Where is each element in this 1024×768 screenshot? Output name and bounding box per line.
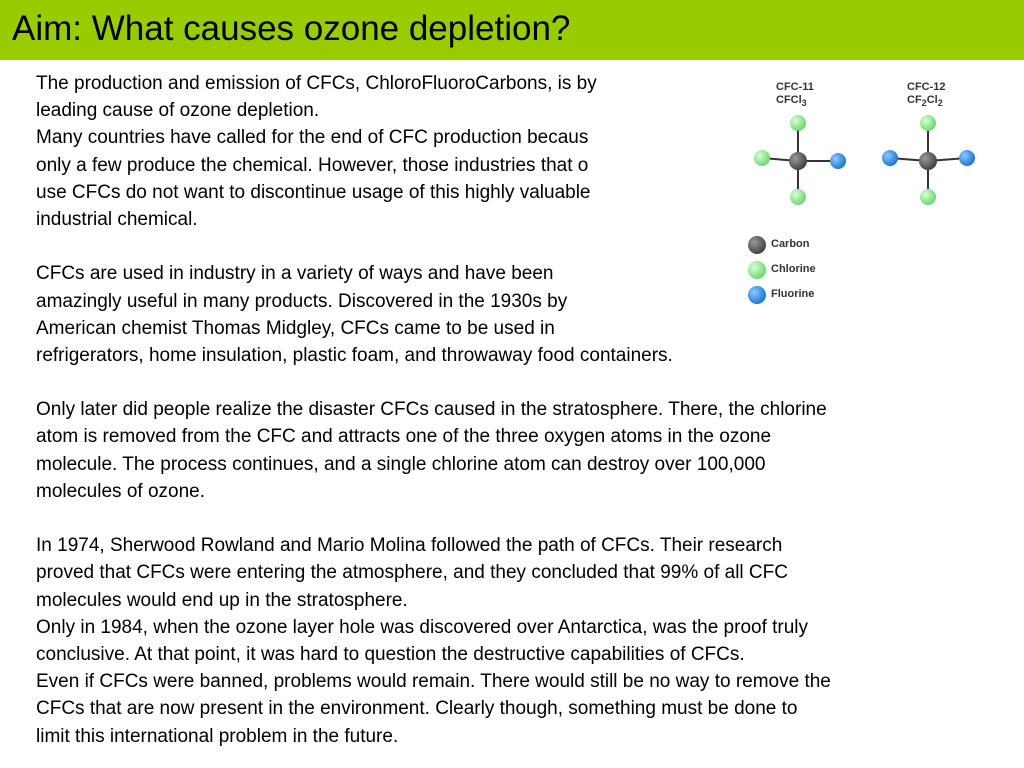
cfc11-formula-sub: 3: [801, 98, 807, 109]
chlorine-atom: [920, 189, 936, 205]
text-line: Even if CFCs were banned, problems would remain. There would still be no way to remove the: [36, 671, 831, 693]
legend-carbon-swatch: [748, 236, 766, 254]
text-line: limit this international problem in the future.: [36, 725, 399, 747]
paragraph-research: [36, 532, 1011, 750]
fluorine-atom: [830, 153, 846, 169]
text-line: In 1974, Sherwood Rowland and Mario Molina followed the path of CFCs. Their research: [36, 535, 783, 557]
text-line: industrial chemical.: [36, 208, 198, 230]
carbon-atom: [789, 152, 807, 170]
cfc11-formula-main: CFCl: [776, 94, 802, 106]
cfc12-molecule: [882, 115, 975, 205]
slide-title: Aim: What causes ozone depletion?: [12, 9, 571, 48]
carbon-atom: [919, 152, 937, 170]
text-line: Many countries have called for the end of CFC production becaus: [36, 127, 589, 149]
text-line: atom is removed from the CFC and attracts one of the three oxygen atoms in the ozone: [36, 426, 772, 448]
cfc12-name: CFC-12: [907, 81, 946, 93]
text-line: American chemist Thomas Midgley, CFCs came to be used in: [36, 317, 555, 339]
cfc11-label: [776, 81, 814, 110]
legend-chlorine-label: Chlorine: [771, 263, 816, 275]
text-line: The production and emission of CFCs, ChloroFluoroCarbons, is by: [36, 73, 597, 94]
text-line: amazingly useful in many products. Discovered in the 1930s by: [36, 290, 568, 312]
cfc12-formula-b: Cl: [926, 94, 938, 106]
paragraph-gap: [36, 505, 1011, 532]
text-line: Only later did people realize the disaster CFCs caused in the stratosphere. There, the chlorine: [36, 399, 827, 421]
paragraph-stratosphere: [36, 396, 1011, 505]
text-line: CFCs are used in industry in a variety of ways and have been: [36, 263, 554, 285]
cfc11-name: CFC-11: [776, 81, 814, 93]
cfc12-label: [907, 81, 946, 110]
text-line: only a few produce the chemical. However, those industries that o: [36, 154, 589, 176]
legend-chlorine-swatch: [748, 261, 766, 279]
text-line: proved that CFCs were entering the atmosphere, and they concluded that 99% of all CFC: [36, 562, 788, 584]
chlorine-atom: [754, 150, 770, 166]
cfc12-formula-a: CF: [907, 94, 922, 106]
chlorine-atom: [920, 115, 936, 131]
cfc12-formula-sub2: 2: [937, 98, 943, 109]
text-line: refrigerators, home insulation, plastic foam, and throwaway food containers.: [36, 344, 673, 366]
chlorine-atom: [790, 189, 806, 205]
cfc12-formula-sub1: 2: [921, 98, 927, 109]
cfc11-molecule: [754, 115, 846, 205]
text-line: molecules would end up in the stratosphere.: [36, 589, 408, 611]
cfc12-formula: [907, 94, 946, 110]
text-line: conclusive. At that point, it was hard to question the destructive capabilities of CFCs.: [36, 643, 745, 665]
text-line: CFCs that are now present in the environment. Clearly though, something must be done to: [36, 698, 798, 720]
cfc11-formula: [776, 94, 814, 110]
title-bar: [0, 0, 1024, 60]
fluorine-atom: [959, 150, 975, 166]
cfc-molecule-figure: [700, 70, 1010, 310]
legend-fluorine-label: Fluorine: [771, 288, 815, 300]
paragraph-gap: [36, 369, 1011, 396]
molecule-diagram: [700, 70, 1010, 310]
legend-carbon-label: Carbon: [771, 238, 810, 250]
text-line: molecule. The process continues, and a single chlorine atom can destroy over 100,000: [36, 453, 766, 475]
fluorine-atom: [882, 150, 898, 166]
legend-fluorine-swatch: [748, 286, 766, 304]
text-line: molecules of ozone.: [36, 480, 205, 502]
text-line: Only in 1984, when the ozone layer hole was discovered over Antarctica, was the proof truly: [36, 616, 809, 638]
text-line: leading cause of ozone depletion.: [36, 100, 320, 122]
text-line: use CFCs do not want to discontinue usage of this highly valuable: [36, 181, 591, 203]
chlorine-atom: [790, 115, 806, 131]
